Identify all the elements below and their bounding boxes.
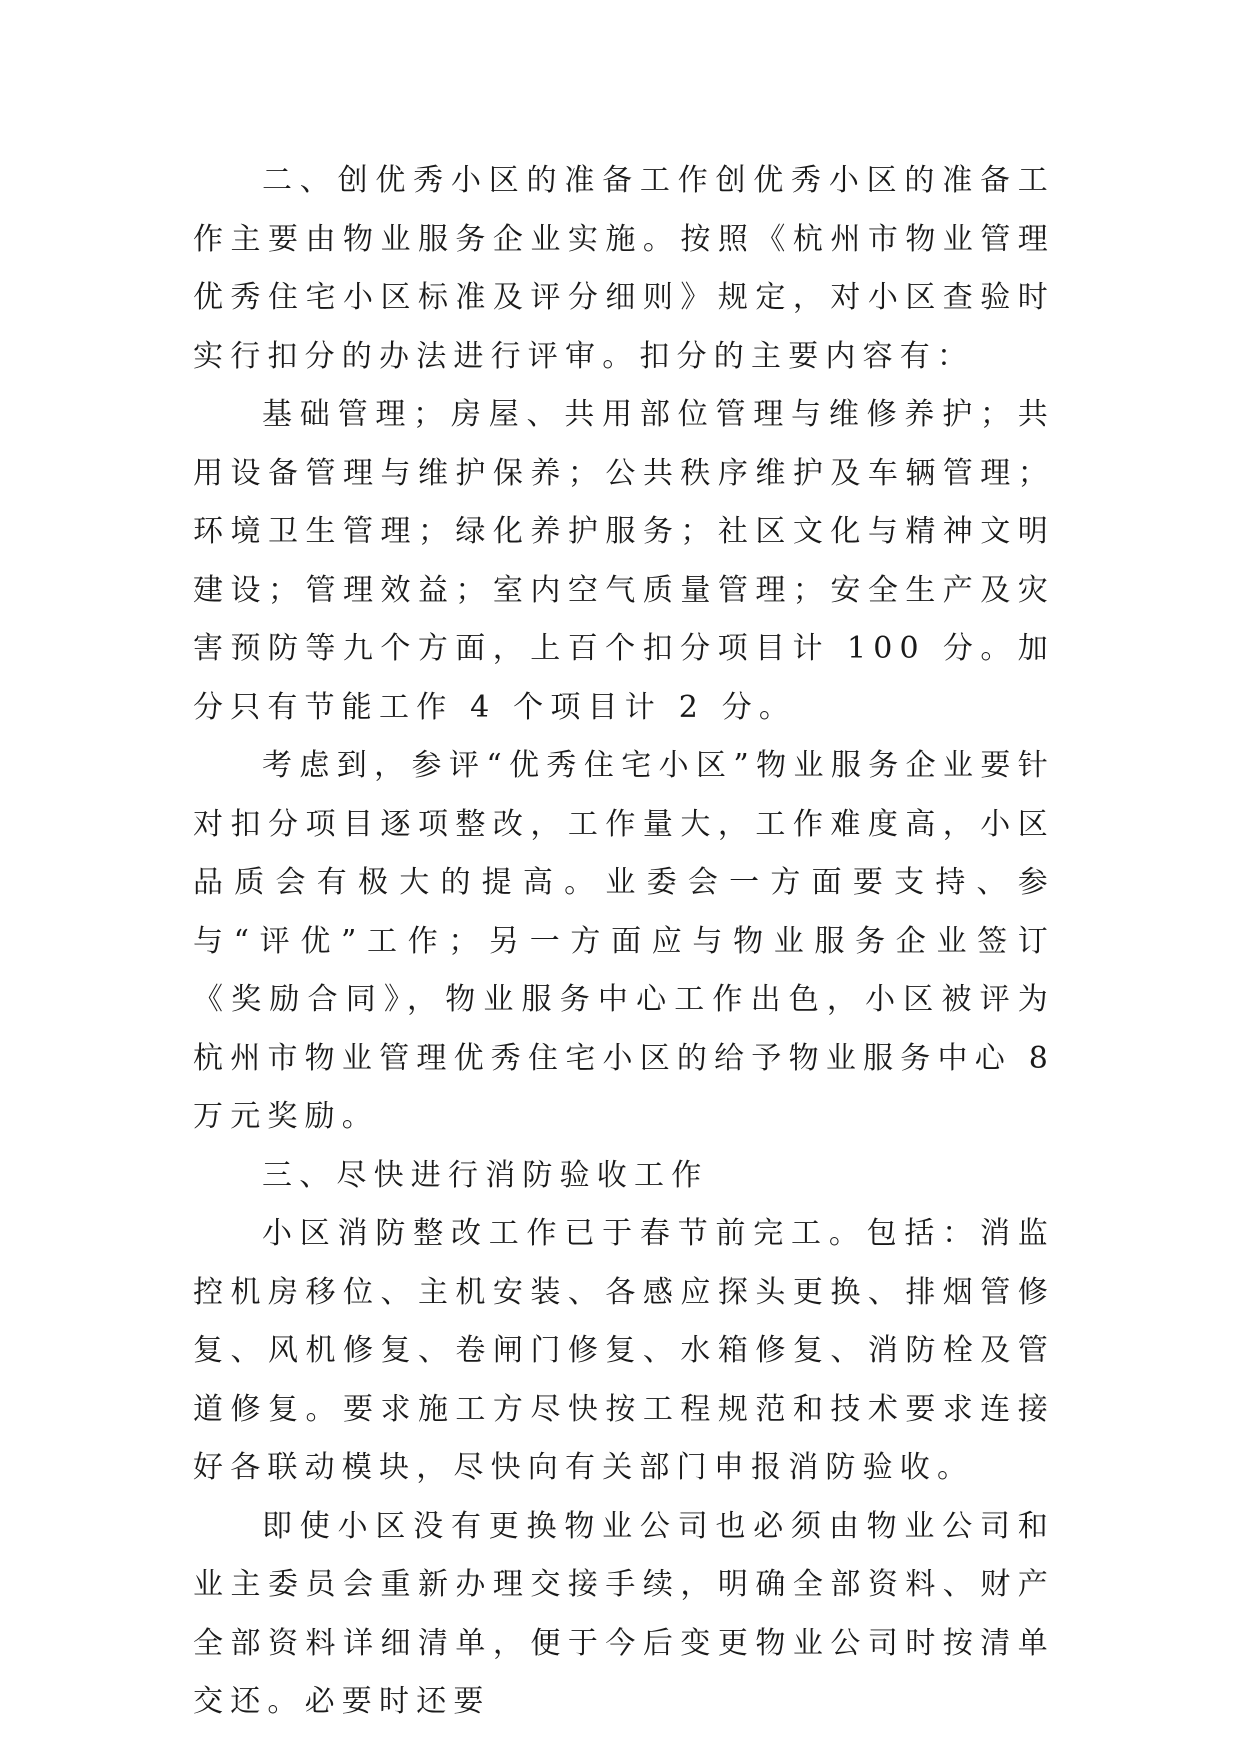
- paragraph-deduction-items: 基础管理；房屋、共用部位管理与维修养护；共用设备管理与维护保养；公共秩序维护及车辆管理；环境卫生管理；绿化养护服务；社区文化与精神文明建设；管理效益；室内空气质量管理；安全生产及灾害预防等九个方面，上百个扣分项目计 100 分。加分只有节能工作 4 个项目计 2 分。: [193, 397, 1055, 725]
- document-body: [193, 152, 1055, 1732]
- paragraph-section-two: 二、创优秀小区的准备工作创优秀小区的准备工作主要由物业服务企业实施。按照《杭州市物业管理优秀住宅小区标准及评分细则》规定，对小区查验时实行扣分的办法进行评审。扣分的主要内容有：: [193, 163, 1055, 374]
- heading-section-three: 三、尽快进行消防验收工作: [262, 1157, 709, 1193]
- paragraph-handover: 即使小区没有更换物业公司也必须由物业公司和业主委员会重新办理交接手续，明确全部资料、财产全部资料详细清单，便于今后变更物业公司时按清单交还。必要时还要: [193, 1508, 1055, 1719]
- paragraph-considerations: 考虑到，参评“优秀住宅小区”物业服务企业要针对扣分项目逐项整改，工作量大，工作难度高，小区品质会有极大的提高。业委会一方面要支持、参与“评优”工作；另一方面应与物业服务企业签订《奖励合同》，物业服务中心工作出色，小区被评为杭州市物业管理优秀住宅小区的给予物业服务中心 8 万元奖励。: [193, 748, 1055, 1134]
- paragraph-fire-rectification: 小区消防整改工作已于春节前完工。包括：消监控机房移位、主机安装、各感应探头更换、排烟管修复、风机修复、卷闸门修复、水箱修复、消防栓及管道修复。要求施工方尽快按工程规范和技术要求连接好各联动模块，尽快向有关部门申报消防验收。: [193, 1216, 1055, 1485]
